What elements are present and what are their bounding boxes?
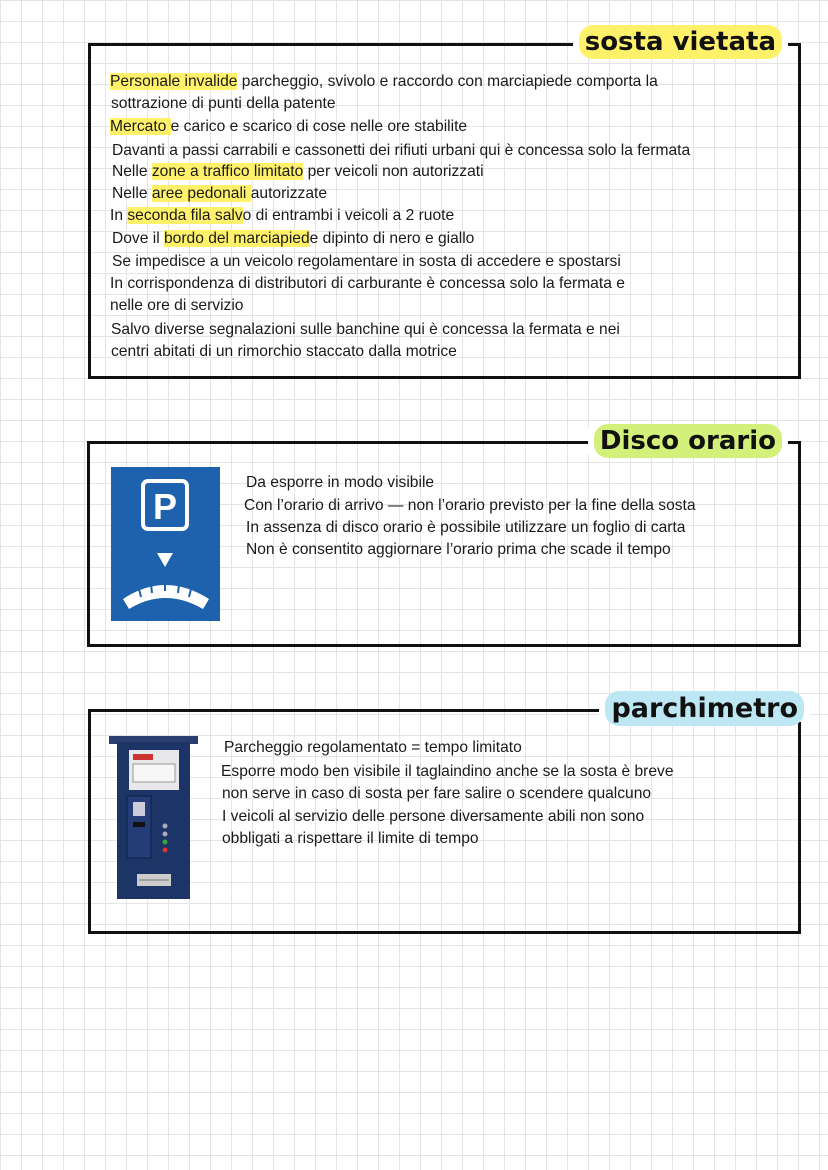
section-title-sosta-vietata: sosta vietata <box>573 29 788 55</box>
highlighted-text: aree pedonali <box>151 185 251 202</box>
sosta-vietata-item <box>110 73 658 91</box>
sosta-vietata-item <box>112 142 690 160</box>
disco-orario-item: Non è consentito aggiornare l’orario prima che scade il tempo <box>246 541 671 558</box>
sosta-vietata-item <box>110 297 243 315</box>
parchimetro-item: obbligati a rispettare il limite di tempo <box>222 830 479 847</box>
item-text: autorizzate <box>250 185 327 202</box>
disco-orario-item: Con l’orario di arrivo — non l’orario previsto per la fine della sosta <box>244 497 696 514</box>
parchimetro-item: Esporre modo ben visibile il taglaindino anche se la sosta è breve <box>221 763 674 780</box>
highlighted-text: seconda fila salv <box>127 207 243 224</box>
item-text: o di entrambi i veicoli a 2 ruote <box>242 207 455 224</box>
highlighted-text: Personale invalide <box>110 73 238 90</box>
parking-meter-icon <box>107 736 200 899</box>
item-text: In corrispondenza di distributori di carburante è concessa solo la fermata e <box>110 275 625 292</box>
parking-letter: P <box>152 486 178 527</box>
item-text: Salvo diverse segnalazioni sulle banchine qui è concessa la fermata e nei <box>111 321 620 338</box>
parchimetro-item: non serve in caso di sosta per fare salire o scendere qualcuno <box>222 785 652 802</box>
item-text: In <box>110 207 128 224</box>
highlighted-text: Mercato <box>110 118 171 135</box>
sosta-vietata-item <box>112 230 474 248</box>
parking-disc-icon <box>111 467 220 621</box>
item-text: Dove il <box>112 230 164 247</box>
parchimetro-item: Parcheggio regolamentato = tempo limitato <box>224 739 522 756</box>
item-text: e carico e scarico di cose nelle ore stabilite <box>170 118 468 135</box>
sosta-vietata-item <box>111 343 457 361</box>
item-text: sottrazione di punti della patente <box>111 95 336 112</box>
item-text: Nelle <box>112 163 152 180</box>
sosta-vietata-item <box>110 275 625 293</box>
item-text: Se impedisce a un veicolo regolamentare in sosta di accedere e spostarsi <box>112 253 621 270</box>
item-text: nelle ore di servizio <box>110 297 244 314</box>
sosta-vietata-item <box>112 163 484 181</box>
item-text: centri abitati di un rimorchio staccato dalla motrice <box>111 343 457 360</box>
highlighted-text: zone a traffico limitato <box>151 163 304 180</box>
sosta-vietata-item <box>112 253 621 271</box>
item-text: Nelle <box>112 185 152 202</box>
parchimetro-item: I veicoli al servizio delle persone diversamente abili non sono <box>222 808 645 825</box>
sosta-vietata-item <box>110 118 467 136</box>
sosta-vietata-item <box>110 207 454 225</box>
highlighted-text: bordo del marciapied <box>164 230 310 247</box>
section-title-disco-orario: Disco orario <box>588 428 788 454</box>
sosta-vietata-item <box>111 95 336 113</box>
disco-orario-item: In assenza di disco orario è possibile utilizzare un foglio di carta <box>246 519 686 536</box>
disco-orario-item: Da esporre in modo visibile <box>246 474 435 491</box>
item-text: Davanti a passi carrabili e cassonetti dei rifiuti urbani qui è concessa solo la fermata <box>112 142 691 159</box>
item-text: per veicoli non autorizzati <box>303 163 484 180</box>
sosta-vietata-item <box>112 185 327 203</box>
item-text: parcheggio, svivolo e raccordo con marciapiede comporta la <box>237 73 658 90</box>
sosta-vietata-item <box>111 321 620 339</box>
item-text: e dipinto di nero e giallo <box>309 230 475 247</box>
section-title-parchimetro: parchimetro <box>599 695 810 722</box>
